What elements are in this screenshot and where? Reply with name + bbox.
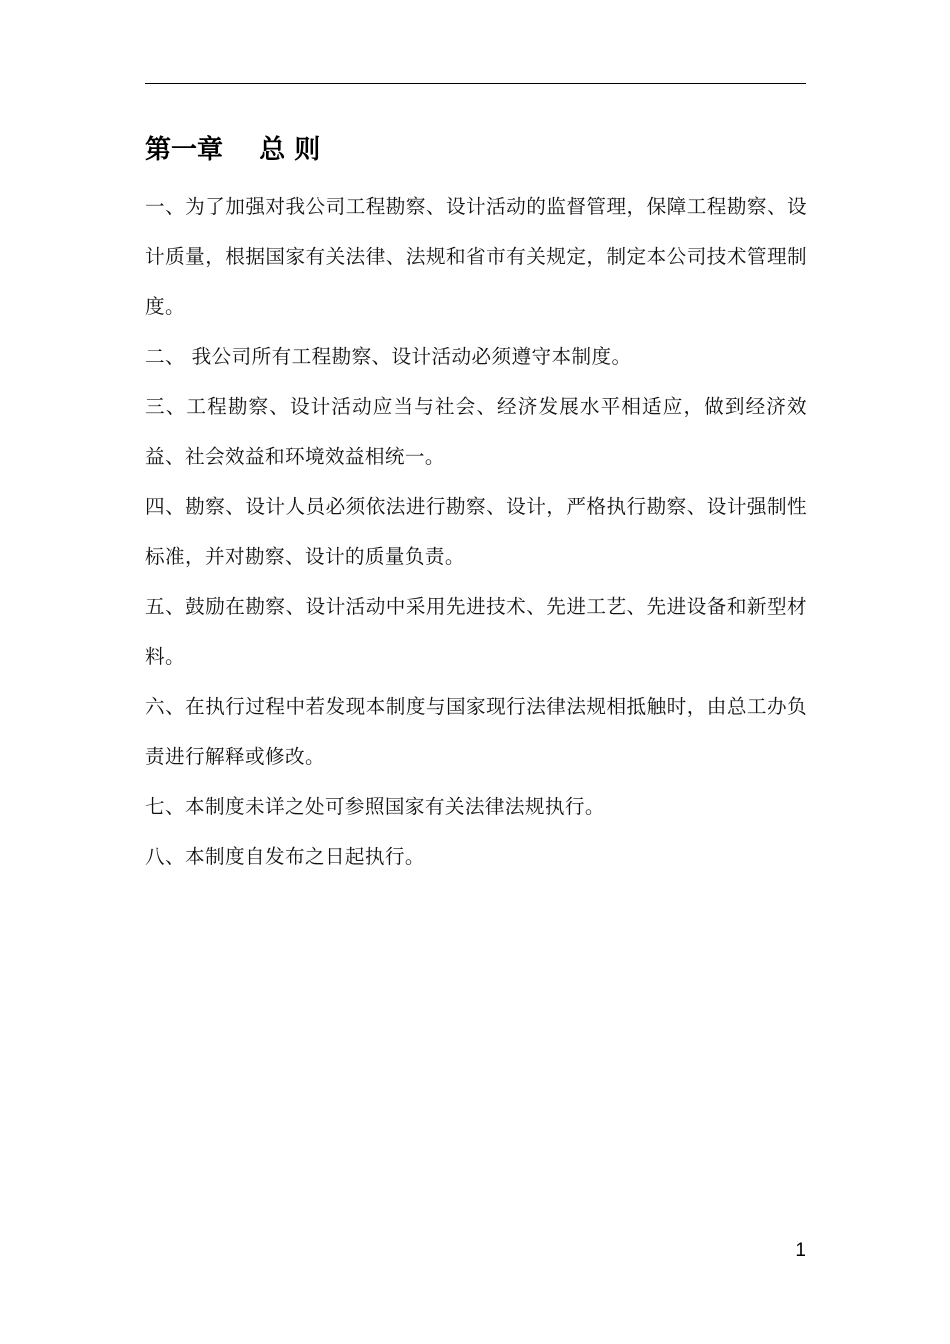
paragraph-8: 八、本制度自发布之日起执行。 xyxy=(145,845,425,868)
paragraph-5: 五、鼓励在勘察、设计活动中采用先进技术、先进工艺、先进设备和新型材料。 xyxy=(145,595,807,668)
paragraph-1: 一、为了加强对我公司工程勘察、设计活动的监督管理，保障工程勘察、设计质量，根据国家有关法律、法规和省市有关规定，制定本公司技术管理制度。 xyxy=(145,195,807,318)
paragraph-2: 二、 我公司所有工程勘察、设计活动必须遵守本制度。 xyxy=(145,345,632,368)
header-rule xyxy=(145,83,806,84)
paragraph-6: 六、在执行过程中若发现本制度与国家现行法律法规相抵触时，由总工办负责进行解释或修改。 xyxy=(145,695,807,768)
body-text xyxy=(145,182,807,882)
paragraph-4: 四、勘察、设计人员必须依法进行勘察、设计，严格执行勘察、设计强制性标准，并对勘察、设计的质量负责。 xyxy=(145,495,807,568)
paragraph-3: 三、工程勘察、设计活动应当与社会、经济发展水平相适应，做到经济效益、社会效益和环境效益相统一。 xyxy=(145,395,807,468)
chapter-title: 第一章 总 则 xyxy=(145,135,321,165)
page-number: 1 xyxy=(795,1240,806,1261)
paragraph-7: 七、本制度未详之处可参照国家有关法律法规执行。 xyxy=(145,795,605,818)
